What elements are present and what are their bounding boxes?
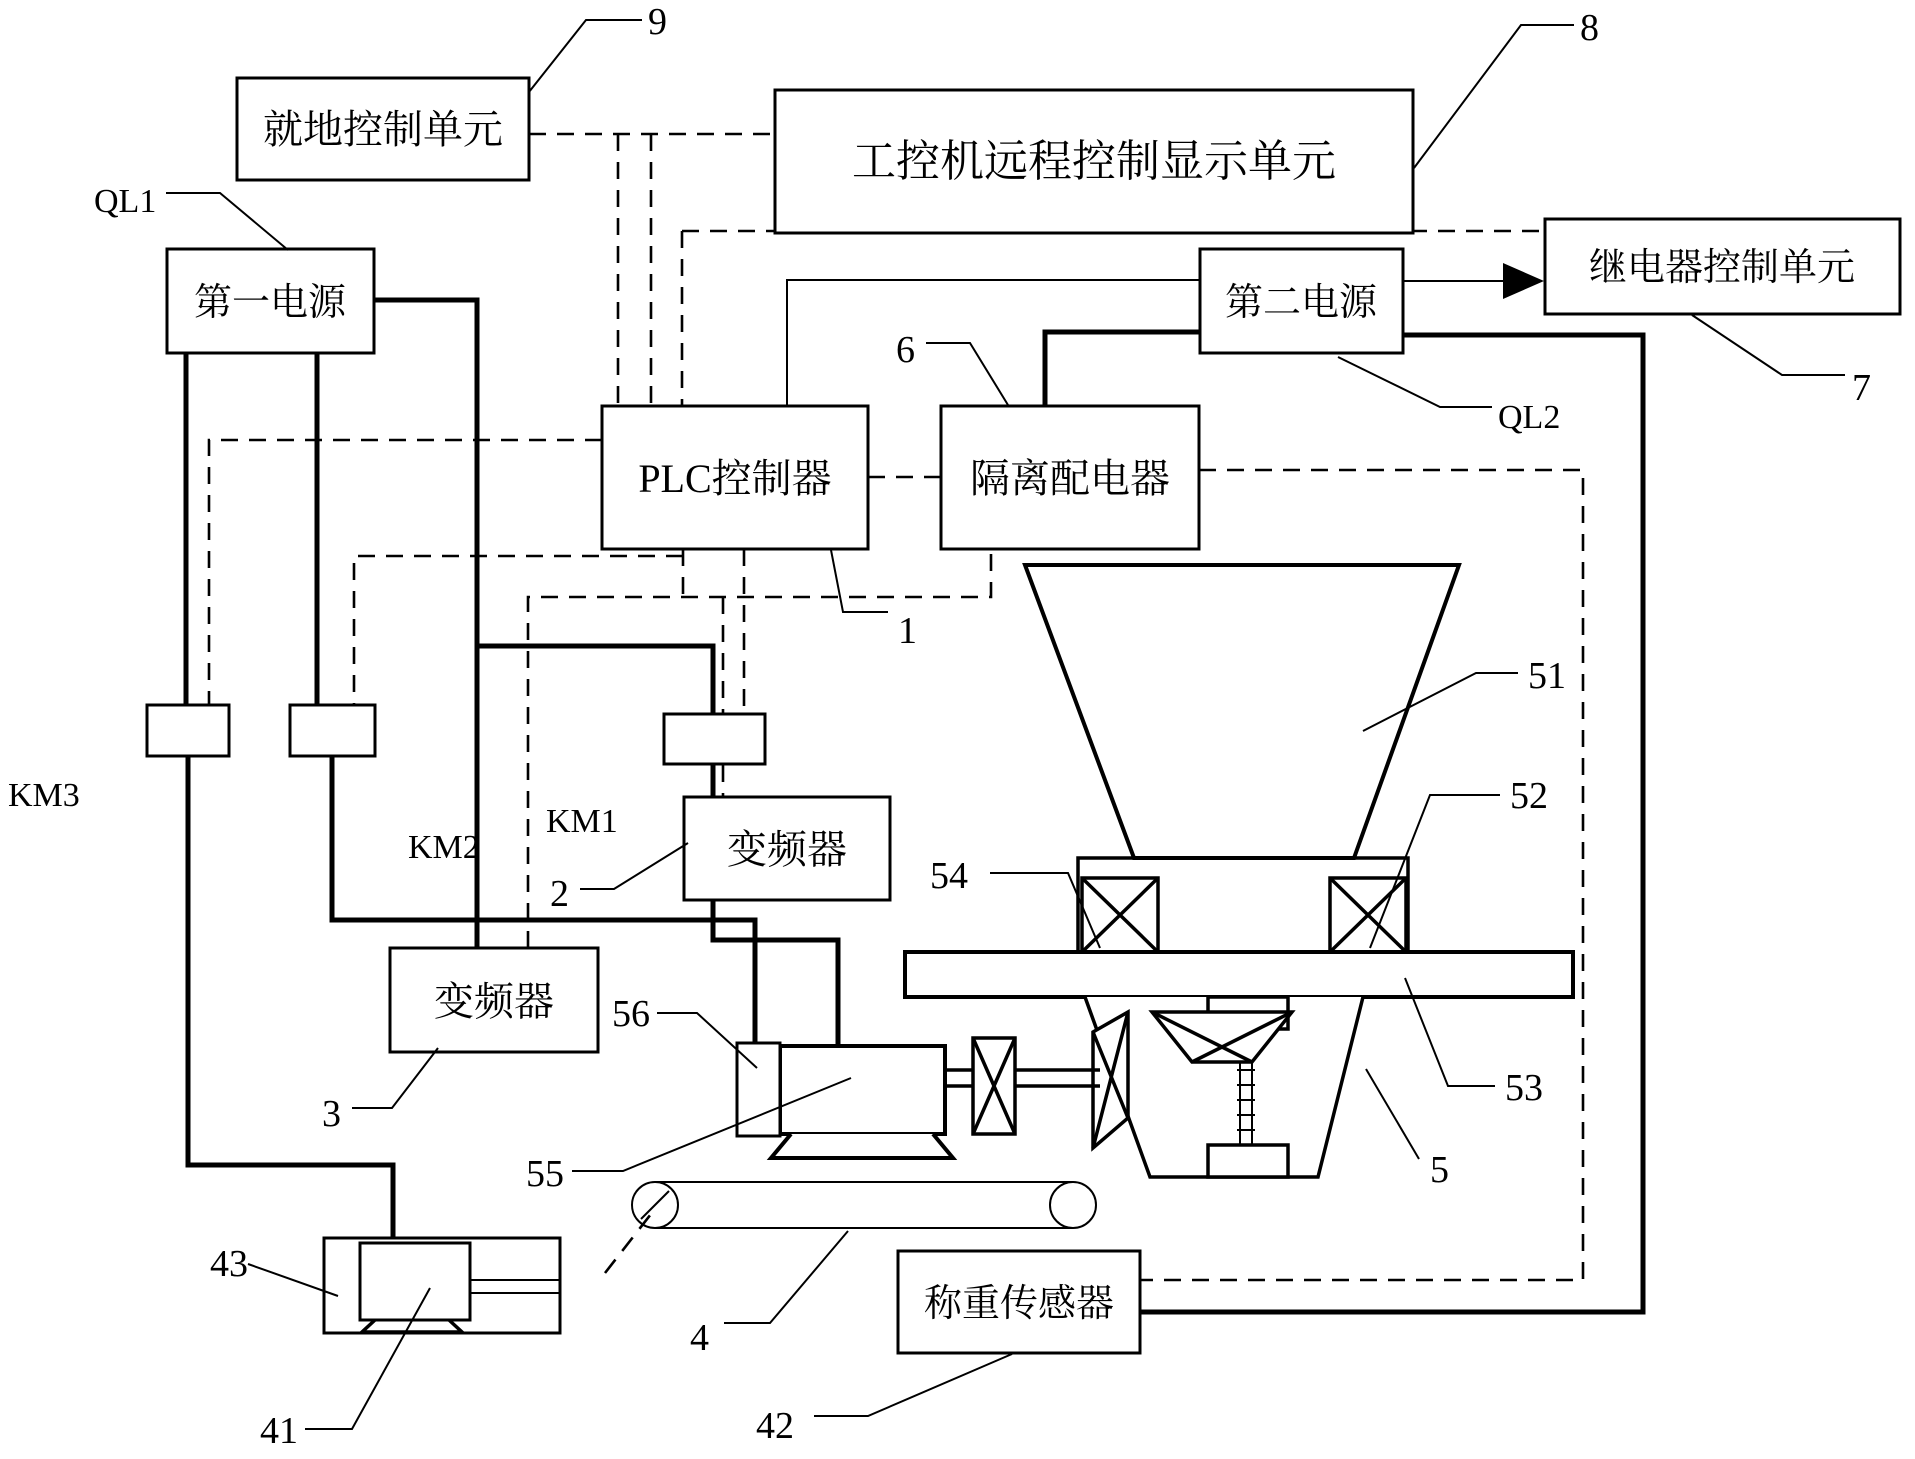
coupling-bottom [1208, 1145, 1288, 1177]
leader-2 [580, 843, 688, 889]
box-relay-control-unit [1545, 219, 1900, 314]
motor-55 [780, 1046, 945, 1134]
roller-right [1050, 1182, 1096, 1228]
leader-4 [724, 1231, 848, 1323]
drive-shaft [945, 1070, 1100, 1086]
callout-56: 56 [612, 993, 650, 1035]
callout-4: 4 [690, 1317, 709, 1359]
relay-unit-label: 继电器控制单元 [1588, 247, 1856, 289]
callout-55: 55 [526, 1153, 564, 1195]
vfd-belt-label: 变频器 [434, 979, 554, 1024]
weigh-platform-53 [905, 952, 1573, 997]
dash-plc-to-km3 [209, 440, 602, 705]
vibrator-right-52 [1330, 878, 1406, 952]
box-first-power [167, 249, 374, 353]
callout-53: 53 [1505, 1067, 1543, 1109]
component-boxes [147, 78, 1900, 1353]
leader-42 [814, 1354, 1012, 1416]
box-vfd-belt [390, 948, 598, 1052]
box-isolation-distributor [941, 406, 1199, 549]
isolator-label: 隔离配电器 [970, 456, 1170, 501]
load-cell-label: 称重传感器 [923, 1283, 1115, 1325]
hopper-51 [1025, 565, 1459, 858]
callout-54: 54 [930, 855, 968, 897]
box-km3-contactor [147, 705, 229, 756]
box-local-control-unit [237, 78, 529, 180]
shaft-coupling-x [973, 1038, 1015, 1134]
box-plc-controller [602, 406, 868, 549]
box-second-power [1200, 249, 1403, 353]
belt-motor-assembly [324, 1238, 560, 1333]
callout-8: 8 [1580, 7, 1599, 49]
callout-ql1: QL1 [94, 183, 157, 220]
roller-left-tick [641, 1191, 669, 1219]
dash-plc-to-km2 [354, 556, 683, 705]
box-km1-contactor [664, 714, 765, 764]
leader-6 [926, 343, 1008, 405]
callout-2: 2 [550, 873, 569, 915]
leader-1 [831, 550, 888, 612]
bevel-gear-left [1093, 1012, 1128, 1148]
leader-ql1 [166, 193, 288, 250]
callout-km1: KM1 [546, 803, 618, 840]
callout-ql2: QL2 [1498, 399, 1561, 436]
callout-51: 51 [1528, 655, 1566, 697]
line-power2-to-isolator [1045, 332, 1200, 406]
dash-motor-to-roller [605, 1214, 651, 1273]
plc-label: PLC控制器 [638, 456, 832, 501]
leader-ql2 [1338, 357, 1492, 407]
line-plc-to-power2 [787, 280, 1200, 406]
callout-3: 3 [322, 1093, 341, 1135]
line-km3-to-motor43 [188, 756, 393, 1238]
callout-43: 43 [210, 1243, 248, 1285]
callout-42: 42 [756, 1405, 794, 1447]
callout-52: 52 [1510, 775, 1548, 817]
conveyor-assembly [632, 1182, 1096, 1228]
belt-motor-41 [360, 1243, 470, 1320]
vibrator-left-54 [1082, 878, 1158, 952]
callout-km3: KM3 [8, 777, 80, 814]
arrowhead-into-relay [1503, 263, 1544, 299]
callout-7: 7 [1852, 367, 1871, 409]
leader-7 [1692, 315, 1845, 375]
local-control-label: 就地控制单元 [263, 107, 503, 152]
leader-5 [1366, 1069, 1419, 1159]
callout-9: 9 [648, 1, 667, 43]
motor-base [771, 1134, 953, 1158]
callout-5: 5 [1430, 1149, 1449, 1191]
first-power-label: 第一电源 [193, 282, 347, 324]
box-load-cell [898, 1251, 1140, 1353]
box-vfd-feed [684, 797, 890, 900]
callout-1: 1 [898, 610, 917, 652]
line-branch-to-km1 [477, 646, 713, 714]
second-power-label: 第二电源 [1224, 282, 1378, 324]
box-ipc-remote-display-unit [775, 90, 1413, 233]
callout-6: 6 [896, 329, 915, 371]
box-km2-contactor [290, 705, 375, 756]
leader-8 [1414, 25, 1574, 168]
ipc-remote-label: 工控机远程控制显示单元 [852, 137, 1336, 186]
vfd-feed-label: 变频器 [727, 827, 847, 872]
leader-9 [529, 20, 642, 92]
callout-41: 41 [260, 1410, 298, 1452]
leader-3 [352, 1048, 438, 1108]
callout-km2: KM2 [408, 829, 480, 866]
